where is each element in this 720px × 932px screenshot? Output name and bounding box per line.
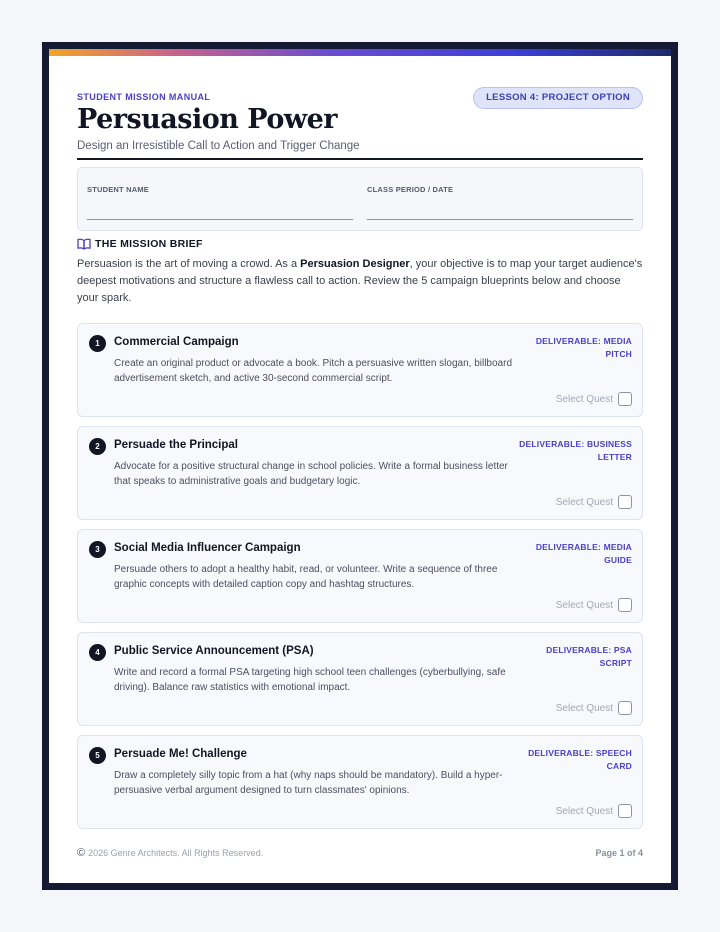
- quest-number: 4: [89, 644, 106, 661]
- class-period-label: CLASS PERIOD / DATE: [367, 185, 454, 194]
- quest-title: Social Media Influencer Campaign: [114, 542, 301, 554]
- mission-brief-title: THE MISSION BRIEF: [95, 238, 203, 250]
- manual-kicker: STUDENT MISSION MANUAL: [77, 92, 211, 102]
- page-frame: [42, 42, 678, 890]
- brief-text-bold: Persuasion Designer: [300, 258, 410, 270]
- gradient-top-bar: [49, 49, 671, 56]
- quest-deliverable: DELIVERABLE: BUSINESS LETTER: [519, 439, 632, 462]
- quest-deliverable: DELIVERABLE: MEDIA PITCH: [535, 336, 632, 359]
- student-info-box: [77, 167, 643, 231]
- page-subtitle: Design an Irresistible Call to Action and Trigger Change: [77, 140, 360, 152]
- class-period-line[interactable]: [367, 219, 633, 220]
- select-quest-option[interactable]: [556, 392, 632, 406]
- quest-number: 5: [89, 747, 106, 764]
- select-quest-label: Select Quest: [555, 805, 613, 817]
- quest-deliverable: DELIVERABLE: MEDIA GUIDE: [535, 542, 632, 565]
- student-name-line[interactable]: [87, 219, 353, 220]
- student-name-field[interactable]: [87, 185, 353, 220]
- quest-description: Create an original product or advocate a book. Pitch a persuasive written slogan, billboard advertisement sketch, and active 30-second commercial script.: [114, 358, 513, 384]
- page-title: Persuasion Power: [77, 104, 338, 135]
- quest-title: Persuade the Principal: [114, 439, 238, 451]
- brief-text-part: , your objective is to map your target audience's deepest motivations and structure a flawless call to action. Review the 5 campaign blueprints below and choose your spark.: [77, 258, 643, 305]
- select-quest-label: Select Quest: [555, 496, 613, 508]
- quest-description: Advocate for a positive structural change in school policies. Write a formal business letter that speaks to administrative goals and budgetary logic.: [114, 461, 508, 487]
- copyright-icon: ©: [77, 847, 86, 859]
- quest-card-social-media: [77, 529, 643, 623]
- select-quest-label: Select Quest: [555, 599, 613, 611]
- select-quest-checkbox[interactable]: [618, 598, 632, 612]
- quest-number: 1: [89, 335, 106, 352]
- quest-title: Public Service Announcement (PSA): [114, 645, 314, 657]
- header-divider: [77, 158, 643, 160]
- class-period-field[interactable]: [367, 185, 633, 220]
- quest-card-psa: [77, 632, 643, 726]
- select-quest-label: Select Quest: [555, 702, 613, 714]
- quest-deliverable: DELIVERABLE: SPEECH CARD: [528, 748, 632, 771]
- quest-number: 2: [89, 438, 106, 455]
- select-quest-checkbox[interactable]: [618, 804, 632, 818]
- quest-number: 3: [89, 541, 106, 558]
- select-quest-checkbox[interactable]: [618, 495, 632, 509]
- select-quest-label: Select Quest: [555, 393, 613, 405]
- select-quest-option[interactable]: [556, 701, 632, 715]
- mission-brief-text: [77, 256, 643, 308]
- select-quest-option[interactable]: [556, 804, 632, 818]
- quest-card-commercial: [77, 323, 643, 417]
- open-book-icon: [77, 238, 91, 250]
- quest-description: Draw a completely silly topic from a hat (why naps should be mandatory). Build a hyper-persuasive verbal argument designed to turn classmates' opinions.: [114, 770, 503, 796]
- select-quest-option[interactable]: [556, 495, 632, 509]
- mission-brief-heading: [77, 238, 203, 250]
- quest-deliverable: DELIVERABLE: PSA SCRIPT: [546, 645, 632, 668]
- worksheet-page: [49, 49, 671, 883]
- student-name-label: STUDENT NAME: [87, 185, 149, 194]
- lesson-badge: LESSON 4: PROJECT OPTION: [473, 87, 643, 109]
- page-number: Page 1 of 4: [595, 848, 643, 858]
- quest-card-persuade-me: [77, 735, 643, 829]
- select-quest-checkbox[interactable]: [618, 392, 632, 406]
- quest-card-principal: [77, 426, 643, 520]
- select-quest-option[interactable]: [556, 598, 632, 612]
- copyright-text: 2026 Genre Architects. All Rights Reserved.: [88, 848, 264, 858]
- select-quest-checkbox[interactable]: [618, 701, 632, 715]
- footer-copyright: [77, 847, 263, 859]
- quest-title: Commercial Campaign: [114, 336, 239, 348]
- brief-text-part: Persuasion is the art of moving a crowd. As a: [77, 258, 301, 270]
- quest-title: Persuade Me! Challenge: [114, 748, 247, 760]
- quest-description: Persuade others to adopt a healthy habit, read, or volunteer. Write a sequence of three graphic concepts with detailed caption copy and hashtag structures.: [114, 564, 498, 590]
- quest-description: Write and record a formal PSA targeting high school teen challenges (cyberbullying, safe driving). Balance raw statistics with emotional impact.: [114, 667, 506, 693]
